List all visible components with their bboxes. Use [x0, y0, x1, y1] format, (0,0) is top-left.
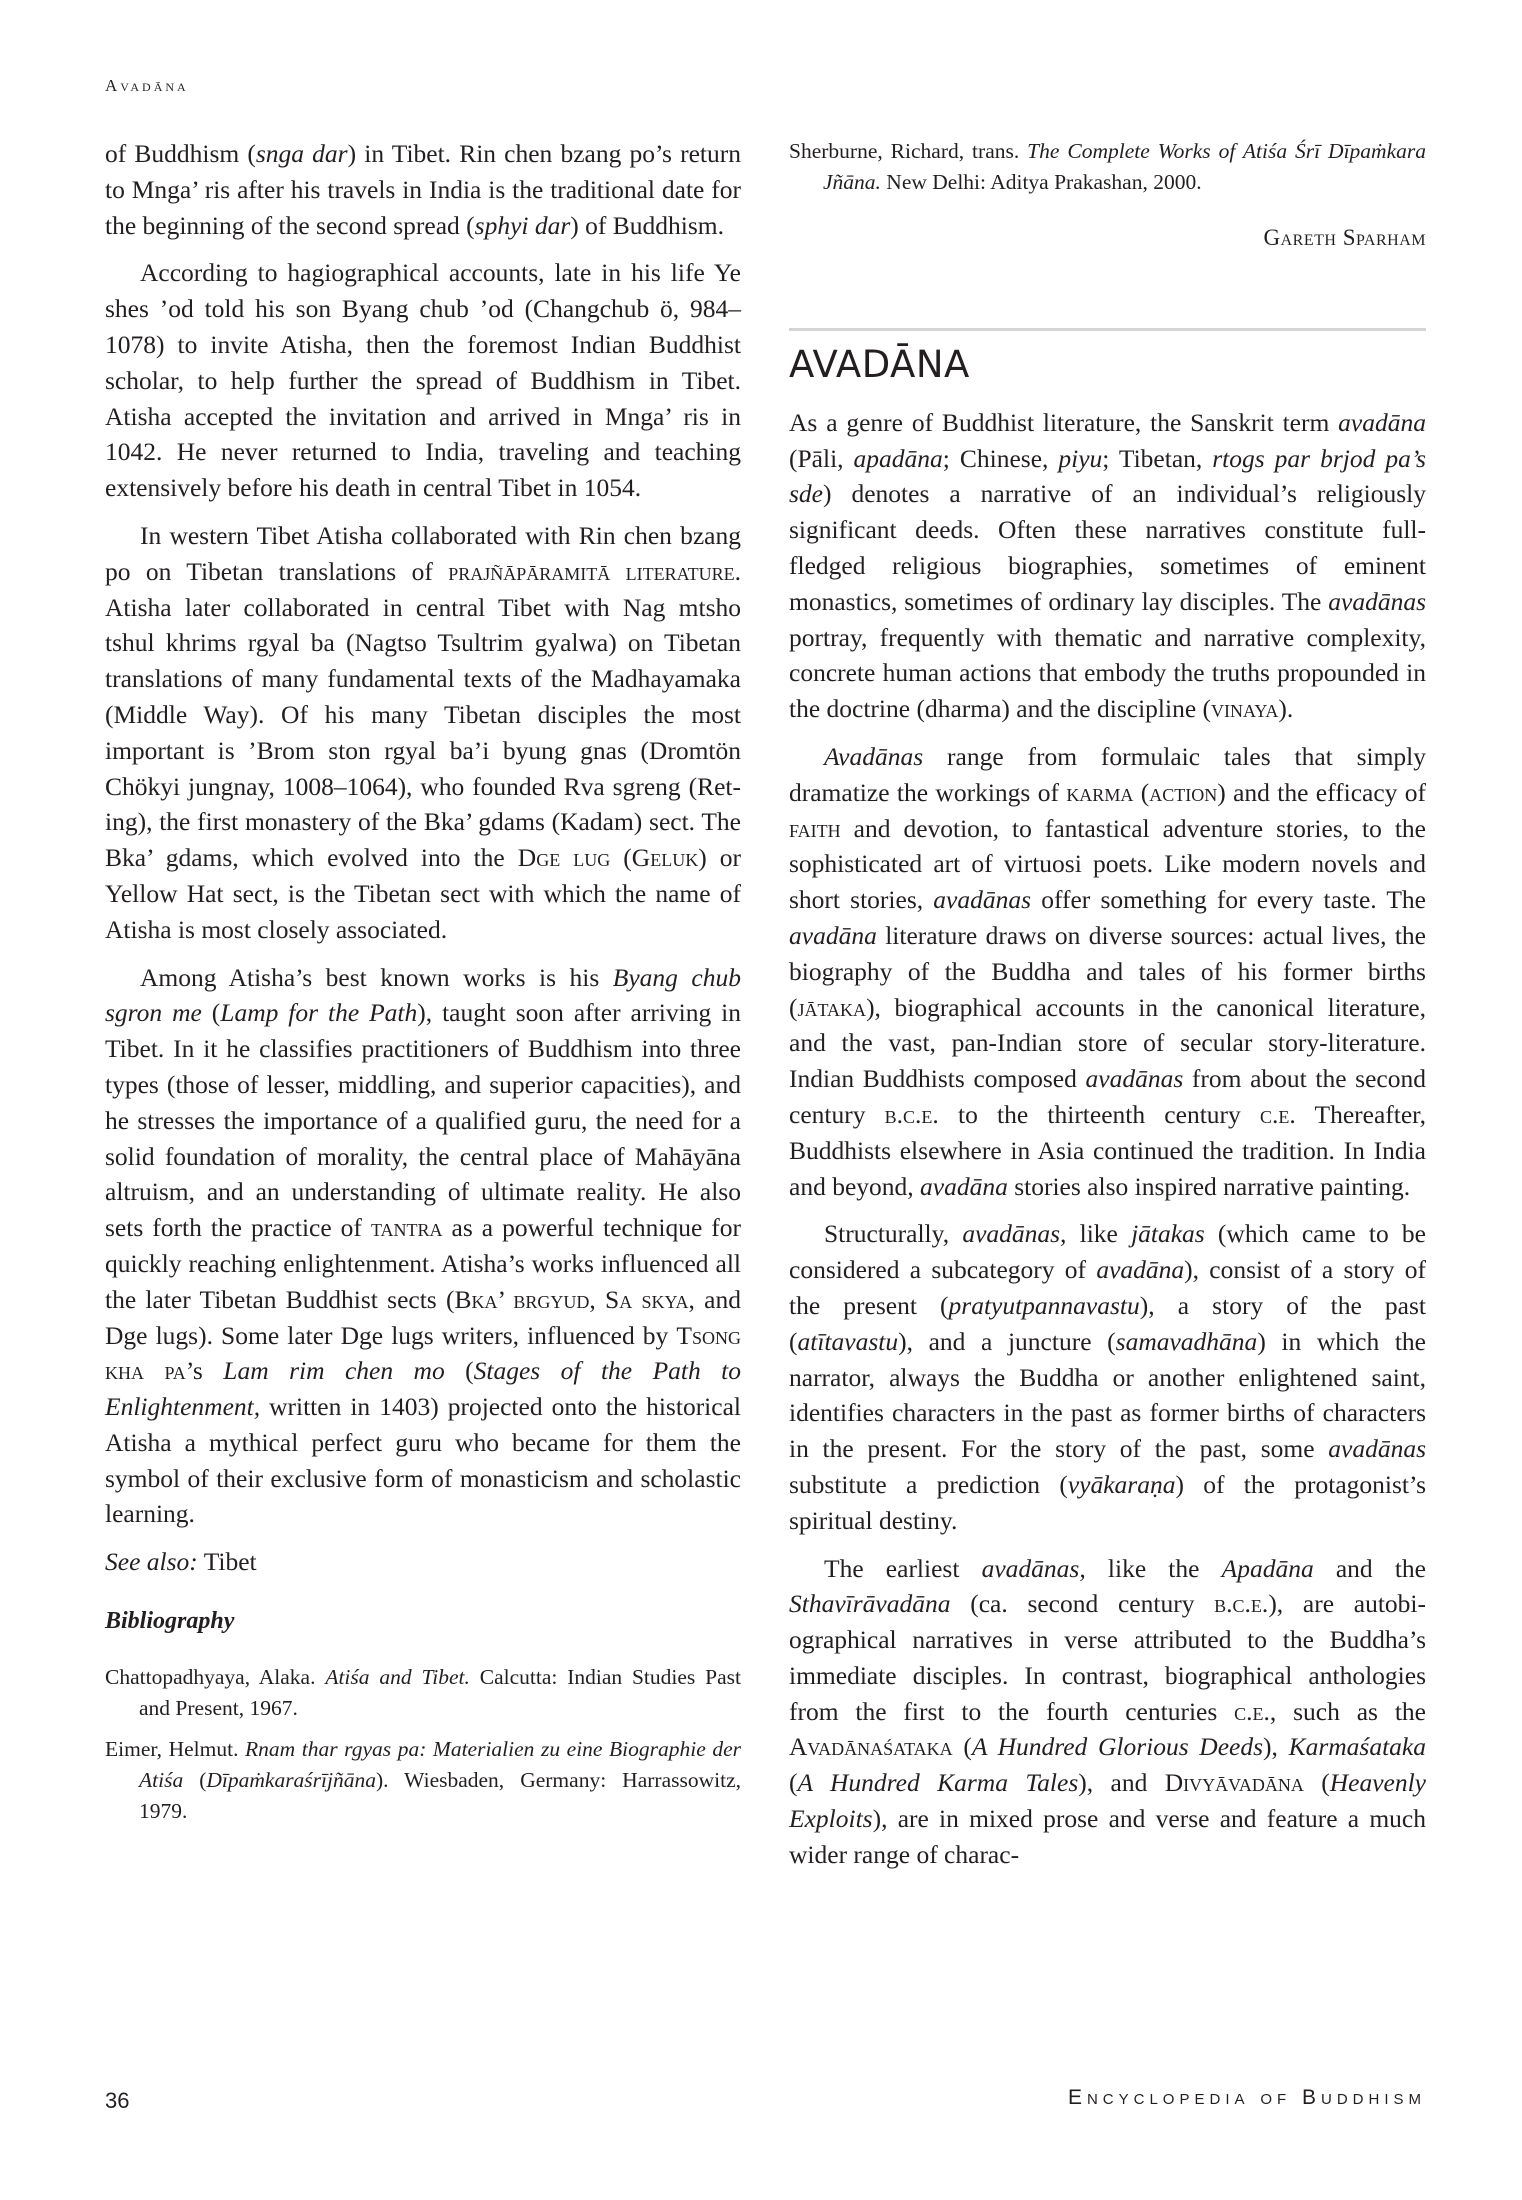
paragraph	[105, 960, 741, 1533]
text-run: (	[610, 843, 632, 873]
see-also	[105, 1544, 741, 1580]
text-run: The earliest	[824, 1553, 982, 1583]
cross-reference-link[interactable]: karma	[1066, 777, 1134, 807]
text-run: offer something for every taste. The	[1031, 885, 1426, 915]
text-run: stories also inspired narrative painting.	[1007, 1171, 1411, 1201]
cross-reference-link[interactable]: faith	[789, 813, 841, 843]
text-run: , and Dge lugs). Some later Dge lugs writers, influenced by	[105, 1284, 741, 1350]
paragraph	[789, 1551, 1426, 1873]
see-also-link-tibet[interactable]: Tibet	[203, 1547, 257, 1577]
italic-text: Apadāna	[1221, 1553, 1314, 1583]
text-run: to the thirteenth century	[938, 1099, 1260, 1129]
cross-reference-link[interactable]: Divyāvadāna	[1164, 1768, 1304, 1798]
text-run: portray, frequently with thematic and narrative complexity, concrete human actions that embody the truths propounded in the doctrine (dharma) and the discipline (	[789, 622, 1426, 724]
text-run: ). Wiesbaden, Germany: Harrassowitz, 1979.	[139, 1767, 741, 1823]
text-run: In western Tibet Atisha collaborated with Rin chen bzang po on Tibetan translations of	[105, 520, 741, 586]
text-run: ; Chinese,	[942, 443, 1059, 473]
italic-text: avadānas	[1328, 1434, 1426, 1464]
cross-reference-link[interactable]: Bka’ brgyud	[454, 1284, 590, 1314]
text-run: ), and	[1078, 1768, 1165, 1798]
text-run: ), are in mixed prose and verse and feature a much wider range of charac-	[789, 1804, 1426, 1869]
text-run: ),	[1263, 1732, 1289, 1762]
italic-text: sphyi dar	[474, 210, 571, 240]
text-run: written in 1403) projected onto the historical Atisha a mythical perfect guru who became for them the symbol of their exclusive form of monasticism and scholastic learning.	[105, 1392, 741, 1529]
italic-text: Heavenly Exploits	[789, 1768, 1426, 1834]
paragraph	[105, 518, 741, 948]
text-run: ) of the protagonist’s spiritual destiny.	[789, 1469, 1426, 1535]
italic-text: samavadhāna	[1115, 1326, 1258, 1356]
italic-text: Sthavīrāvadāna	[789, 1589, 951, 1619]
cross-reference-link[interactable]: b.c.e.	[1214, 1589, 1269, 1619]
italic-text: Rnam thar rgyas pa: Materialien zu eine Biographie der Atiśa	[139, 1736, 741, 1792]
paragraph	[789, 739, 1426, 1204]
text-run: of Buddhism (	[105, 139, 256, 168]
paragraph	[789, 1216, 1426, 1538]
text-run: literature draws on diverse sources: actual lives, the biography of the Buddha and tales of his former births (	[789, 920, 1426, 1022]
text-run: ).	[1278, 694, 1294, 724]
cross-reference-link[interactable]: tantra	[370, 1213, 443, 1243]
text-run: (	[183, 1767, 207, 1792]
text-run: from about the second century	[789, 1064, 1426, 1129]
bibliography-entry	[105, 1734, 741, 1827]
left-column	[105, 136, 741, 1837]
cross-reference-link[interactable]: vinaya	[1211, 694, 1279, 724]
italic-text: avadāna	[1338, 407, 1426, 437]
text-run: range from formulaic tales that simply dramatize the workings of	[789, 741, 1426, 807]
italic-text: Dīpaṁkaraśrījñāna	[206, 1767, 376, 1792]
italic-text: Stages of the Path to Enlightenment,	[105, 1356, 742, 1422]
text-run: ) in Tibet. Rin chen bzang po’s return to Mnga’ ris after his travels in India is the traditional date for the beginning of the second spread (	[105, 139, 742, 240]
text-run: ), a story of the past (	[789, 1290, 1427, 1356]
text-run: and the	[1313, 1553, 1427, 1583]
text-run: (	[1133, 777, 1150, 807]
italic-text: avadānas	[933, 885, 1032, 915]
text-run: Among Atisha’s best known works is his	[140, 962, 613, 992]
footer-book-title: Encyclopedia of Buddhism	[1067, 2086, 1426, 2109]
cross-reference-link[interactable]: action	[1149, 777, 1218, 807]
italic-text: piyu	[1058, 443, 1103, 473]
see-also-label: See also:	[105, 1547, 198, 1577]
text-run: ; Tibetan,	[1102, 443, 1213, 473]
left-paragraphs	[105, 136, 741, 1532]
italic-text: The Complete Works of Atiśa Śrī Dīpaṁkara Jñāna.	[823, 139, 1426, 194]
italic-text: avadānas	[1085, 1064, 1184, 1094]
author-byline: Gareth Sparham	[1263, 225, 1426, 250]
cross-reference-link[interactable]: Avadānaśataka	[789, 1732, 953, 1762]
text-run: Sherburne, Richard, trans.	[789, 139, 1028, 163]
italic-text: Avadānas	[824, 741, 924, 771]
text-run: ) denotes a narrative of an individual’s religiously significant deeds. Often these narratives constitute full-fledged religious biographies, sometimes of eminent monastics, sometimes of ordinary lay disciples. The	[789, 479, 1426, 616]
text-run: and devotion, to fantastical adventure stories, to the sophisticated art of virtuosi poets. Like modern novels and short stories,	[789, 813, 1426, 915]
text-run: ), and a juncture (	[898, 1326, 1116, 1356]
text-run: Chattopadhyaya, Alaka.	[105, 1664, 326, 1689]
italic-text: avadānas,	[962, 1219, 1067, 1249]
text-run: (	[1303, 1768, 1330, 1798]
text-run: . Atisha later collaborated in central Tibet with Nag mtsho tshul khrims rgyal ba (Nagtso Tsultrim gyalwa) on Tibetan translations of many fundamental texts of the Madhayamaka (Middle Way). Of his many Tibetan disciples the most important is ’Brom ston rgyal ba’i byung gnas (Dromtön Chökyi jungnay, 1008–1064), who founded Rva sgreng (Reting), the first monastery of the Bka’ gdams (Kadam) sect. The Bka’ gdams, which evolved into the	[105, 556, 741, 873]
right-bibliography	[789, 136, 1426, 198]
italic-text: snga dar	[255, 139, 348, 168]
bibliography-entry	[789, 136, 1426, 198]
italic-text: Lam rim chen mo	[223, 1356, 445, 1386]
text-run: According to hagiographical accounts, late in his life Ye shes ’od told his son Byang chub ’od (Changchub ö, 984–1078) to invite Atisha, then the foremost Indian Buddhist scholar, to help further the spread of Buddhism in Tibet. Atisha accepted the invitation and arrived in Mnga’ ris in 1042. He never returned to India, traveling and teaching extensively before his death in central Tibet in 1054.	[105, 258, 741, 503]
left-bibliography	[105, 1662, 741, 1827]
text-run: ), taught soon after arriving in Tibet. In it he classifies practitioners of Buddhism into three types (those of lesser, middling, and superior capacities), and he stresses the importance of a qualified guru, the need for a solid foundation of morality, the central place of Mahāyāna altruism, and an understanding of ultimate reality. He also sets forth the practice of	[105, 998, 741, 1243]
italic-text: atītavastu	[797, 1326, 899, 1356]
text-run: ), are autobiographical narratives in verse attributed to the Buddha’s immediate disciples. In contrast, biographical anthologies from the first to the fourth centuries	[789, 1589, 1426, 1726]
italic-text: avadāna	[789, 920, 877, 950]
italic-text: avadānas,	[981, 1553, 1086, 1583]
italic-text: vyākaraṇa	[1067, 1469, 1176, 1499]
paragraph	[789, 405, 1426, 727]
italic-text: avadānas	[1328, 586, 1426, 616]
italic-text: pratyutpannavastu	[948, 1290, 1140, 1320]
italic-text: A Hundred Glorious Deeds	[971, 1732, 1264, 1762]
text-run: (	[201, 998, 221, 1028]
section-divider	[789, 328, 1426, 331]
text-run: Eimer, Helmut.	[105, 1736, 246, 1761]
entry-title: AVADĀNA	[789, 342, 970, 386]
italic-text: avadāna	[920, 1171, 1008, 1201]
cross-reference-link[interactable]: prajñāpāramitā literature	[448, 556, 735, 586]
text-run: ) or Yellow Hat sect, is the Tibetan sect with which the name of Atisha is most closely associated.	[105, 843, 741, 944]
text-run: Calcutta: Indian Studies Past and Present, 1967.	[139, 1664, 741, 1720]
cross-reference-link[interactable]: Tsong kha pa	[105, 1320, 741, 1386]
cross-reference-link[interactable]: Sa skya	[605, 1284, 689, 1314]
italic-text: Atiśa and Tibet.	[325, 1664, 470, 1689]
text-run: ’s	[185, 1356, 224, 1386]
paragraph	[105, 136, 741, 243]
right-column	[789, 136, 1426, 1885]
italic-text: Karmaśataka	[1288, 1732, 1426, 1762]
cross-reference-link[interactable]: Dge lug	[517, 843, 611, 873]
italic-text: A Hundred Karma Tales	[797, 1768, 1079, 1798]
text-run: ), consist of a story of the present (	[789, 1255, 1426, 1320]
right-paragraphs	[789, 405, 1426, 1873]
italic-text: jātakas	[1131, 1219, 1205, 1249]
text-run: as a powerful technique for quickly reaching enlightenment. Atisha’s works influenced all the later Tibetan Buddhist sects (	[105, 1213, 741, 1314]
text-run: ,	[589, 1284, 606, 1314]
text-run: (which came to be considered a subcategory of	[789, 1219, 1426, 1285]
italic-text: rtogs par brjod pa’s sde	[789, 443, 1426, 509]
text-run: (ca. second century	[950, 1589, 1215, 1619]
text-run: ) and the efficacy of	[1217, 777, 1427, 807]
italic-text: apadāna	[853, 443, 943, 473]
cross-reference-link[interactable]: jātaka	[797, 992, 867, 1022]
text-run: substitute a prediction (	[789, 1469, 1068, 1499]
text-run: ) in which the narrator, always the Buddha or another enlightened saint, identifies characters in the past as former births of characters in the present. For the story of the past, some	[789, 1326, 1426, 1464]
text-run: Structurally,	[824, 1219, 963, 1249]
text-run: (Pāli,	[789, 443, 854, 473]
italic-text: Lamp for the Path	[220, 998, 418, 1028]
text-run: (	[952, 1732, 972, 1762]
text-run: ) of Buddhism.	[570, 210, 724, 240]
italic-text: Byang chub sgron me	[105, 962, 741, 1028]
cross-reference-link[interactable]: c.e.	[1234, 1696, 1270, 1726]
page-number: 36	[105, 2088, 130, 2113]
text-run: like the	[1085, 1553, 1222, 1583]
cross-reference-link[interactable]: b.c.e.	[884, 1099, 939, 1129]
text-run: New Delhi: Aditya Prakashan, 2000.	[880, 170, 1202, 194]
text-run: , such as the	[1269, 1696, 1426, 1726]
bibliography-heading: Bibliography	[105, 1608, 235, 1635]
paragraph	[105, 255, 741, 506]
text-run: (	[789, 1768, 798, 1798]
cross-reference-link[interactable]: Geluk	[631, 843, 699, 873]
text-run: Thereafter, Buddhists elsewhere in Asia continued the tradition. In India and beyond,	[789, 1099, 1427, 1201]
running-head: Avadāna	[105, 76, 189, 95]
text-run: like	[1066, 1219, 1132, 1249]
italic-text: avadāna	[1096, 1255, 1185, 1285]
bibliography-entry	[105, 1662, 741, 1724]
text-run: As a genre of Buddhist literature, the Sanskrit term	[789, 407, 1339, 437]
cross-reference-link[interactable]: c.e.	[1259, 1099, 1296, 1129]
text-run: (	[444, 1356, 474, 1386]
text-run: ), biographical accounts in the canonical literature, and the vast, pan-Indian store of secular story-literature. Indian Buddhists composed	[789, 992, 1426, 1094]
